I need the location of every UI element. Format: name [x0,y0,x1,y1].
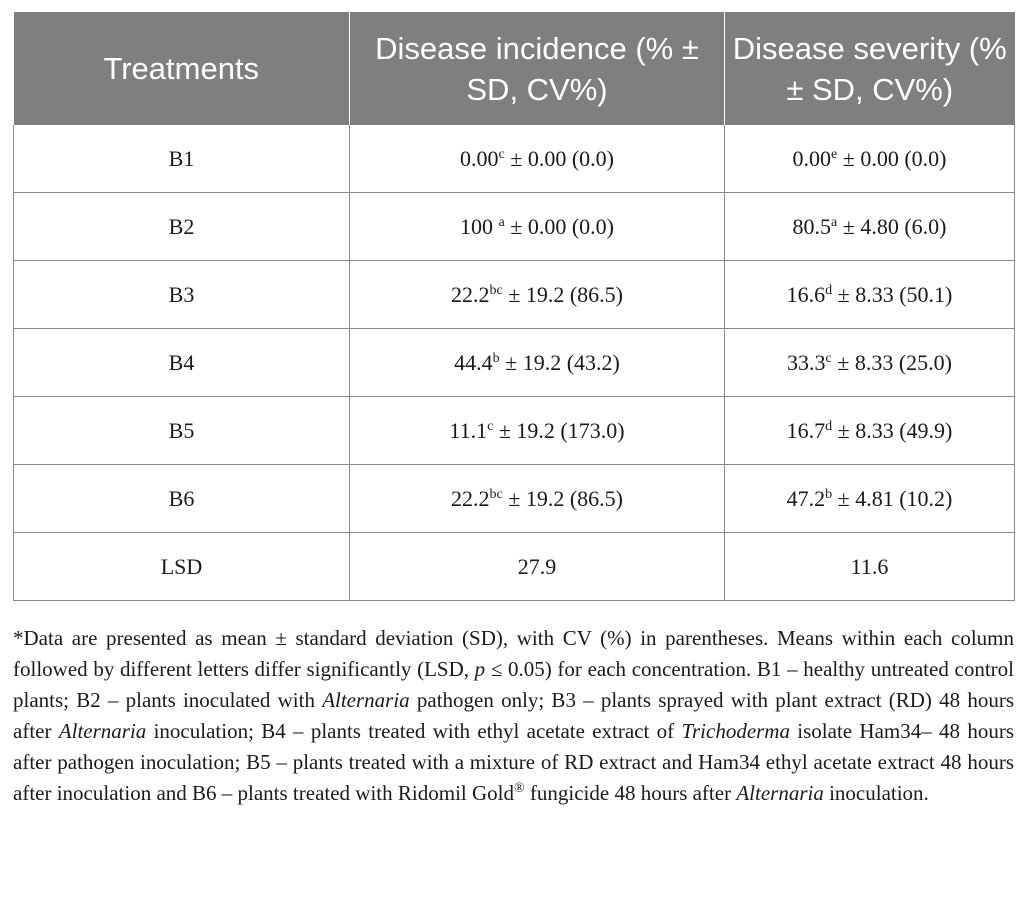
sd-value: 0.00 [527,145,567,171]
treatment-cell: B3 [14,261,350,329]
plus-minus-sign: ± [499,349,523,375]
sd-value: 8.33 [854,349,894,375]
lsd-row [14,533,1015,601]
cv-value: (0.0) [571,145,614,171]
sd-value: 0.00 [860,145,899,171]
severity-cell [725,465,1015,533]
cv-value: (173.0) [560,417,625,443]
severity-cell [725,329,1015,397]
mean-value: 33.3 [787,349,826,375]
significance-letter: b [825,486,833,502]
mean-value: 0.00 [460,145,499,171]
footnote-text: ≤ 0.05) for each concentration. B1 – healthy untreated control plants; B2 – plants inoculated with [13,657,1014,712]
sd-value: 4.80 [860,213,899,239]
incidence-cell [350,193,725,261]
mean-value: 44.4 [454,349,493,375]
significance-letter: a [498,214,505,230]
footnote-text: fungicide 48 hours after [524,781,737,805]
footnote-text: pathogen only; B3 – plants sprayed with plant extract (RD) 48 hours after [13,688,1014,743]
header-disease-incidence: Disease incidence (% ± SD, CV%) [350,12,725,125]
significance-letter: c [487,418,494,434]
significance-letter: d [825,418,833,434]
footnote-text: inoculation. [823,781,929,805]
plus-minus-sign: ± [502,485,526,511]
table-row [14,329,1015,397]
treatment-cell: B1 [14,125,350,193]
mean-value: 16.7 [786,417,826,443]
plus-minus-sign: ± [832,485,856,511]
cv-value: (25.0) [898,349,952,375]
table-container [13,12,1014,601]
incidence-cell [350,329,725,397]
plus-minus-sign: ± [504,213,528,239]
sd-value: 4.81 [855,485,894,511]
sd-value: 19.2 [525,281,565,307]
significance-letter: d [825,282,833,298]
footnote-italic: p [474,657,486,681]
incidence-cell [350,261,725,329]
mean-value: 0.00 [792,145,832,171]
table-row [14,193,1015,261]
incidence-cell [350,397,725,465]
sd-value: 19.2 [525,485,565,511]
table-row [14,125,1015,193]
significance-letter: a [831,214,838,230]
sd-value: 8.33 [855,281,894,307]
treatment-cell: B4 [14,329,350,397]
results-table [13,12,1015,601]
table-row [14,261,1015,329]
significance-letter: bc [489,486,503,502]
plus-minus-sign: ± [832,417,856,443]
severity-cell [725,125,1015,193]
plus-minus-sign: ± [493,417,517,443]
table-body [14,125,1015,601]
plus-minus-sign: ± [837,145,861,171]
cv-value: (0.0) [904,145,947,171]
plus-minus-sign: ± [502,281,526,307]
footnote-text: isolate Ham34– 48 hours after pathogen inoculation; B5 – plants treated with a mixture of RD extract and Ham34 ethyl acetate extract 48 hours after inoculation and B6 – plants treated with Ridomil Gold [13,719,1015,805]
treatment-cell: B2 [14,193,350,261]
plus-minus-sign: ± [837,213,861,239]
table-row [14,397,1015,465]
plus-minus-sign: ± [831,349,855,375]
sd-value: 0.00 [527,213,567,239]
table-header [14,12,1015,125]
severity-cell [725,397,1015,465]
plus-minus-sign: ± [504,145,528,171]
mean-value: 80.5 [792,213,832,239]
table-footnote [13,623,1014,809]
mean-value: 22.2 [451,485,490,511]
severity-cell [725,193,1015,261]
significance-letter: e [831,146,838,162]
table-row [14,465,1015,533]
footnote-italic: Alternaria [322,688,410,712]
mean-value: 100 [460,213,499,239]
sd-value: 8.33 [855,417,894,443]
cv-value: (86.5) [569,485,623,511]
header-row [14,12,1015,125]
footnote-text: *Data are presented as mean ± standard deviation (SD), with CV (%) in parentheses. Means within each column followed by different letters differ significantly (LSD, [13,626,1014,681]
significance-letter: b [492,350,500,366]
footnote-italic: Alternaria [58,719,147,743]
significance-letter: bc [489,282,503,298]
incidence-cell [350,465,725,533]
plus-minus-sign: ± [832,281,856,307]
significance-letter: c [825,350,832,366]
treatment-cell: B6 [14,465,350,533]
mean-value: 47.2 [786,485,826,511]
significance-letter: c [498,146,505,162]
mean-value: 22.2 [451,281,490,307]
sd-value: 19.2 [516,417,555,443]
mean-value: 11.1 [449,417,488,443]
incidence-cell [350,125,725,193]
lsd-severity: 11.6 [725,533,1015,601]
footnote-italic: Alternaria [736,781,824,805]
cv-value: (43.2) [566,349,620,375]
lsd-label: LSD [14,533,350,601]
cv-value: (86.5) [569,281,623,307]
footnote-text: inoculation; B4 – plants treated with ethyl acetate extract of [146,719,682,743]
mean-value: 16.6 [786,281,826,307]
cv-value: (49.9) [899,417,953,443]
sd-value: 19.2 [522,349,562,375]
cv-value: (50.1) [899,281,953,307]
cv-value: (10.2) [899,485,953,511]
footnote-italic: Trichoderma [681,719,790,743]
footnote-superscript: ® [514,781,525,796]
header-treatments: Treatments [14,12,350,125]
cv-value: (6.0) [904,213,947,239]
severity-cell [725,261,1015,329]
cv-value: (0.0) [571,213,614,239]
treatment-cell: B5 [14,397,350,465]
header-disease-severity: Disease severity (% ± SD, CV%) [725,12,1015,125]
lsd-incidence: 27.9 [350,533,725,601]
